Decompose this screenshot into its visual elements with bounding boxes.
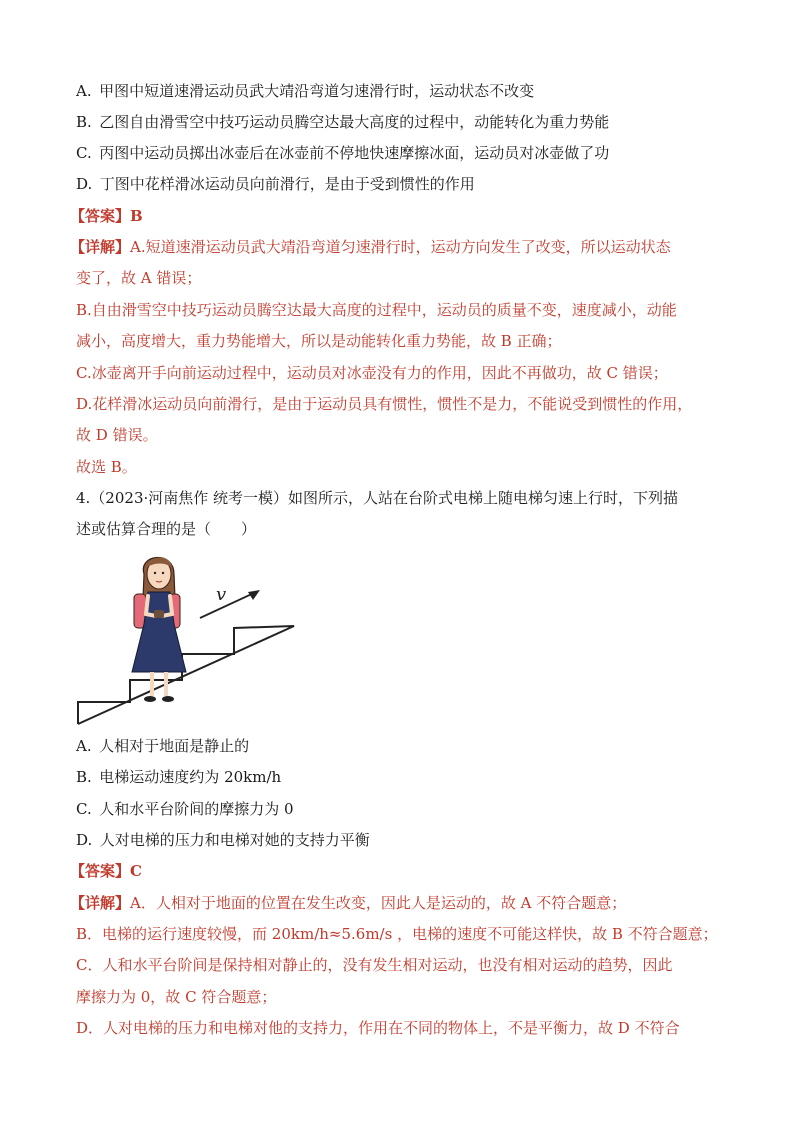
q4-option-b bbox=[76, 766, 726, 788]
detail-label: 【详解】 bbox=[70, 894, 131, 912]
option-letter: D. bbox=[76, 831, 93, 849]
q3-detail-line-3: B.自由滑雪空中技巧运动员腾空达最大高度的过程中，运动员的质量不变，速度减小，动能 bbox=[76, 301, 677, 319]
answer-value: B bbox=[130, 207, 143, 225]
answer-label: 【答案】 bbox=[70, 862, 131, 880]
q3-option-c bbox=[76, 142, 726, 164]
q4-stem-line-2: 述或估算合理的是（ ） bbox=[76, 520, 257, 538]
q3-detail-line-5: C.冰壶离开手向前运动过程中，运动员对冰壶没有力的作用，因此不再做功，故 C 错误； bbox=[76, 364, 668, 382]
option-text: 甲图中短道速滑运动员武大靖沿弯道匀速滑行时，运动状态不改变 bbox=[99, 82, 535, 100]
option-text: 电梯运动速度约为 20km/h bbox=[99, 768, 282, 786]
option-text: 人相对于地面是静止的 bbox=[99, 737, 250, 755]
q3-option-d bbox=[76, 173, 726, 195]
q4-stem-line-1: 4.（2023·河南焦作 统考一模）如图所示，人站在台阶式电梯上随电梯匀速上行时，下列描 bbox=[76, 489, 679, 507]
escalator-steps bbox=[78, 626, 294, 724]
option-letter: A. bbox=[76, 737, 92, 755]
option-letter: D. bbox=[76, 175, 93, 193]
option-text: 人对电梯的压力和电梯对她的支持力平衡 bbox=[99, 831, 370, 849]
q4-option-a bbox=[76, 735, 726, 757]
q4-detail-line-2: B．电梯的运行速度较慢，而 20km/h≈5.6m/s ，电梯的速度不可能这样快，故 B 不符合题意； bbox=[76, 925, 718, 943]
q4-detail-line-4: 摩擦力为 0，故 C 符合题意； bbox=[76, 988, 277, 1006]
answer-value: C bbox=[130, 862, 142, 880]
q3-option-b bbox=[76, 111, 726, 133]
detail-text: A.短道速滑运动员武大靖沿弯道匀速滑行时，运动方向发生了改变，所以运动状态 bbox=[130, 238, 671, 256]
q4-detail-line-5: D．人对电梯的压力和电梯对他的支持力，作用在不同的物体上，不是平衡力，故 D 不符合 bbox=[76, 1019, 680, 1037]
option-letter: C. bbox=[76, 800, 92, 818]
q4-detail-line-3: C．人和水平台阶间是保持相对静止的，没有发生相对运动，也没有相对运动的趋势，因此 bbox=[76, 956, 673, 974]
option-text: 人和水平台阶间的摩擦力为 0 bbox=[99, 800, 294, 818]
q4-detail-line-1 bbox=[70, 892, 720, 914]
option-letter: A. bbox=[76, 82, 92, 100]
q3-detail-line-1 bbox=[70, 236, 720, 258]
option-letter: B. bbox=[76, 113, 92, 131]
q3-detail-line-2: 变了，故 A 错误； bbox=[76, 269, 202, 287]
q4-answer bbox=[70, 860, 720, 882]
escalator-figure bbox=[74, 544, 300, 730]
q3-detail-line-7: 故 D 错误。 bbox=[76, 426, 158, 444]
q3-option-a bbox=[76, 80, 726, 102]
option-letter: C. bbox=[76, 144, 92, 162]
detail-text: A．人相对于地面的位置在发生改变，因此人是运动的，故 A 不符合题意； bbox=[130, 894, 627, 912]
q3-detail-line-6: D.花样滑冰运动员向前滑行，是由于运动员具有惯性，惯性不是力，不能说受到惯性的作用， bbox=[76, 395, 693, 413]
q4-option-d bbox=[76, 829, 726, 851]
option-text: 丙图中运动员掷出冰壶后在冰壶前不停地快速摩擦冰面，运动员对冰壶做了功 bbox=[99, 144, 610, 162]
option-text: 乙图自由滑雪空中技巧运动员腾空达最大高度的过程中，动能转化为重力势能 bbox=[99, 113, 610, 131]
option-text: 丁图中花样滑冰运动员向前滑行，是由于受到惯性的作用 bbox=[99, 175, 475, 193]
q3-conclusion: 故选 B。 bbox=[76, 458, 137, 476]
q3-detail-line-4: 减小，高度增大，重力势能增大，所以是动能转化重力势能，故 B 正确； bbox=[76, 332, 562, 350]
q3-answer bbox=[70, 205, 720, 227]
detail-label: 【详解】 bbox=[70, 238, 131, 256]
option-letter: B. bbox=[76, 768, 92, 786]
velocity-label: v bbox=[216, 584, 227, 605]
answer-label: 【答案】 bbox=[70, 207, 131, 225]
q4-option-c bbox=[76, 798, 726, 820]
velocity-arrow-line bbox=[200, 592, 256, 618]
